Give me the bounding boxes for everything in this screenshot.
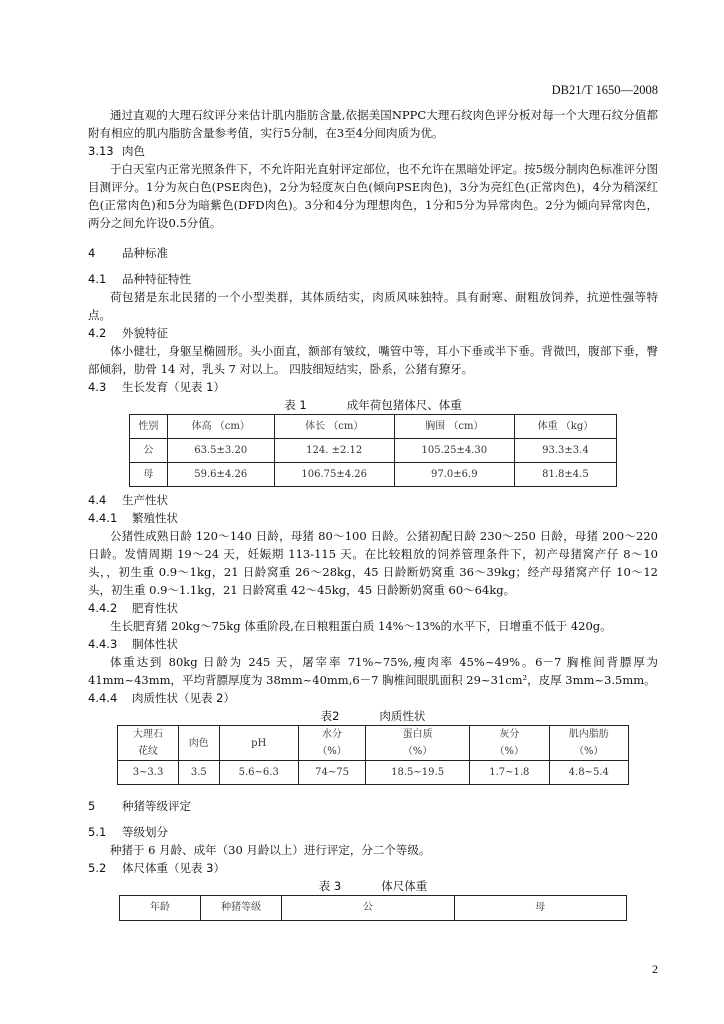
table-row: [130, 439, 617, 463]
table-cell: 74~75: [298, 761, 365, 785]
heading-number: 5.1: [88, 825, 107, 839]
paragraph-4-4-2: 生长肥育猪 20kg～75kg 体重阶段,在日粮粗蛋白质 14%～13%的水平下，日增重不低于 420g。: [110, 619, 612, 633]
header-line: 水分: [322, 729, 343, 740]
page-content: [88, 106, 658, 921]
heading-number: 4.4: [88, 493, 107, 507]
table-cell: 1.7~1.8: [470, 761, 549, 785]
heading-4: [88, 244, 658, 262]
heading-title: 生长发育（见表 1）: [122, 380, 225, 394]
table3-caption: [88, 877, 658, 895]
table-cell: 63.5±3.20: [167, 439, 274, 463]
table-header-cell: 种猪等级: [201, 896, 282, 921]
paragraph-4-4-1: 公猪性成熟日龄 120～140 日龄，母猪 80～100 日龄。公猪初配日龄 230～250 日龄，母猪 200～220 日龄。发情周期 19～24 天，妊娠期 113-115 天。在比较粗放的饲养管理条件下，初产母猪窝产仔 8～10 头，，初生重 0.9～1kg，21 日龄窝重 26～28kg，45 日龄断奶窝重 36～39kg；经产母猪窝产仔 10～12 头，初生重 0.9～1.1kg，21 日龄窝重 42～45kg，45 日龄断奶窝重 60～64kg。: [88, 529, 658, 597]
table-cell: 3.5: [179, 761, 219, 785]
header-line: （%）: [402, 746, 433, 757]
paragraph-4-1: 荷包猪是东北民猪的一个小型类群，其体质结实，肉质风味独特。具有耐寒、耐粗放饲养，抗逆性强等特点。: [88, 290, 658, 322]
table-cell: 母: [130, 463, 168, 487]
table-cell: 5.6~6.3: [219, 761, 298, 785]
doc-code-header: DB21/T 1650—2008: [551, 83, 658, 97]
table-header-cell: 公: [282, 896, 454, 921]
header-line: （%）: [494, 746, 525, 757]
heading-title: 种猪等级评定: [122, 799, 191, 813]
table-header-cell: [549, 726, 628, 761]
heading-number: 4: [88, 246, 96, 260]
table-row: [118, 761, 629, 785]
table-header-cell: [298, 726, 365, 761]
heading-number: 4.1: [88, 272, 107, 286]
heading-5: [88, 797, 658, 815]
table-header-cell: 体高 （cm）: [167, 415, 274, 439]
heading-number: 4.4.1: [88, 511, 118, 525]
heading-number: 4.4.2: [88, 601, 118, 615]
intro-paragraph: 通过直观的大理石纹评分来估计肌内脂肪含量,依据美国NPPC大理石纹肉色评分板对每一个大理石纹分值都附有相应的肌内脂肪含量参考值，实行5分制，在3至4分间肉质为优。: [88, 108, 658, 140]
heading-title: 等级划分: [122, 825, 168, 839]
heading-title: 繁殖性状: [132, 511, 178, 525]
table-header-row: [118, 726, 629, 761]
heading-number: 4.4.3: [88, 637, 118, 651]
heading-4-4-2: [88, 599, 658, 617]
header-line: 花纹: [138, 746, 159, 757]
heading-number: 3.13: [88, 144, 114, 158]
header-line: 灰分: [499, 729, 520, 740]
table-header-cell: 肉色: [179, 726, 219, 761]
heading-title: 外貌特征: [122, 326, 168, 340]
table-cell: 3~3.3: [118, 761, 179, 785]
heading-number: 4.3: [88, 380, 107, 394]
heading-number: 5.2: [88, 861, 107, 875]
heading-4-1: [88, 270, 658, 288]
heading-title: 胴体性状: [132, 637, 178, 651]
table-cell: 105.25±4.30: [394, 439, 514, 463]
table-row: [130, 463, 617, 487]
table-cell: 124. ±2.12: [274, 439, 394, 463]
table-header-cell: 母: [454, 896, 626, 921]
heading-4-4-3: [88, 635, 658, 653]
heading-number: 4.2: [88, 326, 107, 340]
heading-4-4-1: [88, 509, 658, 527]
heading-4-4-4: [88, 689, 658, 707]
heading-title: 品种标准: [122, 246, 168, 260]
heading-3-13: [88, 142, 658, 160]
table-header-cell: 体重 （kg）: [514, 415, 616, 439]
table-header-cell: pH: [219, 726, 298, 761]
table-cell: 81.8±4.5: [514, 463, 616, 487]
table1-label: 表 1: [284, 398, 307, 412]
table3-label: 表 3: [318, 879, 342, 893]
table-cell: 93.3±3.4: [514, 439, 616, 463]
table3: [119, 895, 627, 921]
table-cell: 公: [130, 439, 168, 463]
heading-5-2: [88, 859, 658, 877]
heading-5-1: [88, 823, 658, 841]
table-header-cell: 性别: [130, 415, 168, 439]
heading-title: 品种特征特性: [122, 272, 191, 286]
table1-caption: [88, 396, 658, 414]
heading-number: 4.4.4: [88, 691, 118, 705]
table2: [117, 725, 629, 785]
table2-title: 肉质性状: [379, 709, 426, 723]
paragraph-4-2: 体小健壮，身躯呈椭圆形。头小面直，额部有皱纹，嘴管中等，耳小下垂或半下垂。背微凹，腹部下垂，臀部倾斜，肋骨 14 对，乳头 7 对以上。 四肢细短结实，卧系，公猪有獠牙。: [88, 344, 658, 376]
table-header-cell: 年龄: [120, 896, 201, 921]
table3-title: 体尺体重: [381, 879, 428, 893]
table1: [129, 414, 617, 487]
heading-4-4: [88, 491, 658, 509]
table2-caption: [88, 707, 658, 725]
table-cell: 106.75±4.26: [274, 463, 394, 487]
paragraph-4-4-3: 体重达到 80kg 日龄为 245 天，屠宰率 71%~75%,瘦肉率 45%~49%。6－7 胸椎间背膘厚为 41mm~43mm，平均背膘厚度为 38mm~40mm,6－7 胸椎间眼肌面积 29~31cm²，皮厚 3mm~3.5mm。: [88, 655, 658, 687]
header-line: 肌内脂肪: [568, 729, 609, 740]
table-header-row: [130, 415, 617, 439]
header-line: 蛋白质: [402, 729, 433, 740]
header-line: 大理石: [133, 729, 164, 740]
paragraph-3-13: 于白天室内正常光照条件下，不允许阳光直射评定部位，也不允许在黑暗处评定。按5级分制肉色标准评分图目测评分。1分为灰白色(PSE肉色)，2分为轻度灰白色(倾向PSE肉色)，3分为亮红色(正常肉色)，4分为稍深红色(正常肉色)和5分为暗紫色(DFD肉色)。3分和4分为理想肉色，1分和5分为异常肉色。2分为倾向异常肉色，两分之间允许设0.5分值。: [88, 162, 658, 230]
heading-title: 生产性状: [122, 493, 168, 507]
heading-title: 体尺体重（见表 3）: [122, 861, 225, 875]
header-line: （%）: [317, 746, 347, 757]
table-cell: 18.5~19.5: [366, 761, 470, 785]
heading-4-3: [88, 378, 658, 396]
heading-number: 5: [88, 799, 96, 813]
header-line: （%）: [574, 746, 604, 757]
table-cell: 97.0±6.9: [394, 463, 514, 487]
table-header-cell: [470, 726, 549, 761]
heading-title: 肉质性状（见表 2）: [132, 691, 235, 705]
table-cell: 4.8~5.4: [549, 761, 628, 785]
heading-4-2: [88, 324, 658, 342]
table-header-cell: [118, 726, 179, 761]
table-header-row: [120, 896, 627, 921]
heading-title: 肉色: [122, 144, 145, 158]
heading-title: 肥育性状: [132, 601, 178, 615]
table2-label: 表2: [320, 709, 340, 723]
table-header-cell: [366, 726, 470, 761]
table1-title: 成年荷包猪体尺、体重: [346, 398, 462, 412]
table-cell: 59.6±4.26: [167, 463, 274, 487]
table-header-cell: 体长 （cm）: [274, 415, 394, 439]
paragraph-5-1: 种猪于 6 月龄、成年（30 月龄以上）进行评定，分二个等级。: [110, 843, 431, 857]
page-number: 2: [652, 962, 658, 976]
table-header-cell: 胸围 （cm）: [394, 415, 514, 439]
